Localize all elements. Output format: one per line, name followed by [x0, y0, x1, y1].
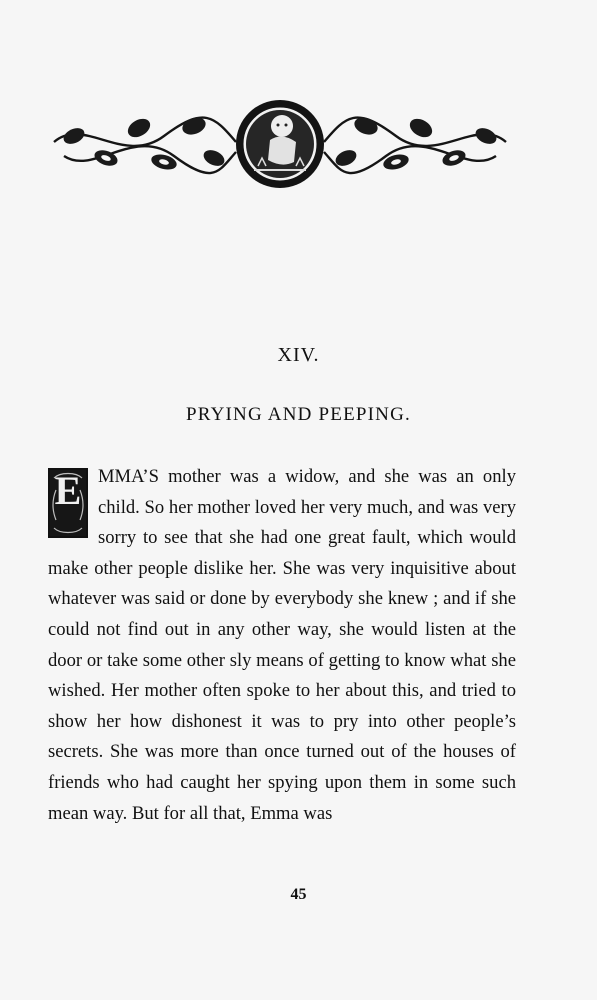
page-number: 45: [290, 886, 307, 903]
chapter-title: PRYING AND PEEPING.: [186, 404, 411, 425]
chapter-number: XIV.: [277, 344, 320, 366]
vine-medallion-child-icon: [44, 96, 516, 192]
drop-cap-ornament: [48, 468, 88, 538]
paragraph-text: MMA’S mother was a widow, and she was an only child. So her mother loved her very much, and was very sorry to see that she had one great fault, which would make other people dislike her. She was very inquisitive about whatever was said or done by everybody she knew ; and if she could not find out in any other way, she would listen at the door or take some other sly means of getting to know what she wished. Her mother often spoke to her about this, and tried to show her how dishonest it was to pry into other people’s secrets. She was more than once turned out of the houses of friends who had caught her spying upon them in some such mean way. But for all that, Emma was: [48, 466, 516, 824]
drop-cap-letter: E: [54, 468, 82, 513]
chapter-body: [48, 462, 516, 829]
